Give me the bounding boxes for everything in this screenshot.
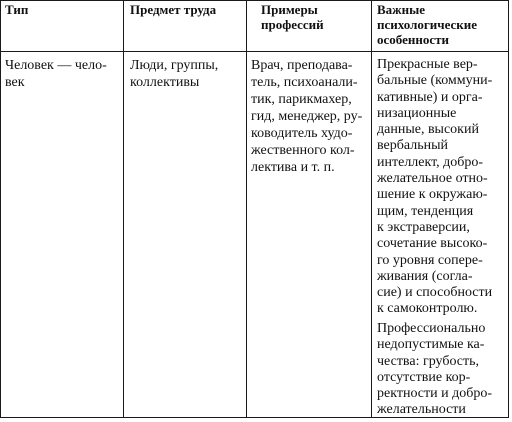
cell-subject: Люди, группы, коллективы	[130, 58, 219, 90]
header-features: Важные психологические особенности	[377, 2, 478, 47]
cell-features-paragraph-1: Прекрасные вер- бальные (коммуни- кативные) и орга- низационные данные, высокий вербальный интеллект, добро- желательное отно- шение к окружаю- щим, тенденция к экстраверсии, сочетание высоко- го уровня сопере- живания (согла- сие) и способности к самоконтролю.	[377, 57, 493, 317]
column-divider	[246, 1, 247, 417]
cell-features-paragraph-2: Профессионально недопустимые ка- чества: грубость, отсутствие кор- ректности и добро- желательности	[377, 321, 493, 418]
cell-examples: Врач, преподава- тель, психоанали- тик, парикмахер, гид, менеджер, ру- ководитель худо- жественного кол- лектива и т. п.	[251, 58, 363, 175]
header-type: Тип	[5, 2, 29, 17]
header-divider	[1, 51, 508, 52]
header-examples: Примеры профессий	[261, 2, 324, 32]
cell-type: Человек — чело- век	[5, 58, 107, 90]
column-divider	[123, 1, 124, 417]
column-divider	[371, 1, 372, 417]
header-subject: Предмет труда	[130, 2, 217, 17]
